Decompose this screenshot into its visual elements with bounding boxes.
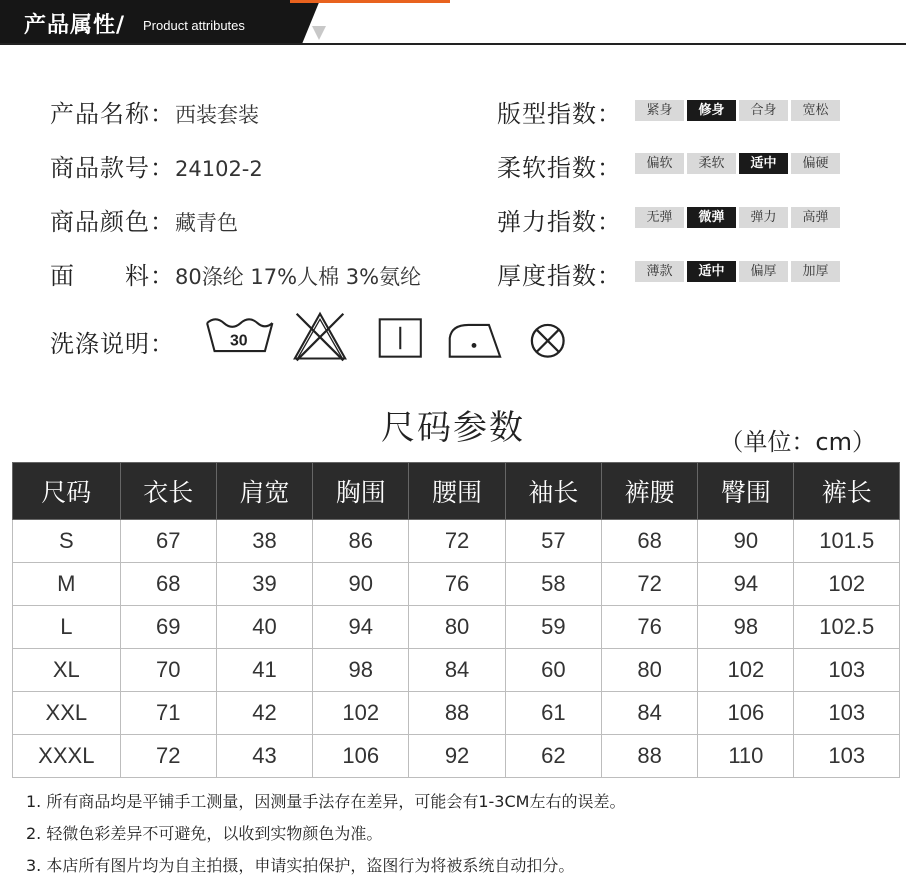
table-cell: 106 (698, 692, 794, 735)
index-thickness-scale (635, 261, 840, 282)
scale-option: 微弹 (687, 207, 736, 228)
index-softness-label: 柔软指数： (497, 154, 622, 182)
table-cell: 41 (216, 649, 312, 692)
table-cell: 62 (505, 735, 601, 778)
table-cell: 69 (120, 606, 216, 649)
scale-option: 柔软 (687, 153, 736, 174)
col-header: 尺码 (13, 463, 121, 520)
table-cell: 59 (505, 606, 601, 649)
index-fit-label: 版型指数： (497, 100, 622, 128)
header-subtitle: Product attributes (143, 18, 245, 33)
scale-option: 适中 (739, 153, 788, 174)
col-header: 袖长 (505, 463, 601, 520)
scale-option: 弹力 (739, 207, 788, 228)
wash-temp: 30 (229, 332, 248, 350)
table-cell: 103 (794, 735, 900, 778)
attr-value: 藏青色 (175, 211, 238, 235)
header-divider (0, 43, 906, 45)
scale-option: 紧身 (635, 100, 684, 121)
table-cell: 72 (601, 563, 697, 606)
table-row (13, 692, 900, 735)
scale-option: 偏厚 (739, 261, 788, 282)
note-line: 3. 本店所有图片均为自主拍摄，申请实拍保护，盗图行为将被系统自动扣分。 (26, 856, 575, 875)
index-fit-scale (635, 100, 840, 121)
table-row (13, 649, 900, 692)
table-cell: 90 (698, 520, 794, 563)
attr-color (50, 202, 238, 237)
table-cell: 90 (313, 563, 409, 606)
table-cell: 84 (409, 649, 505, 692)
table-cell: 76 (601, 606, 697, 649)
scale-option: 无弹 (635, 207, 684, 228)
table-cell: 94 (313, 606, 409, 649)
line-dry-icon (380, 319, 421, 356)
table-cell: 61 (505, 692, 601, 735)
col-header: 裤腰 (601, 463, 697, 520)
table-cell: 76 (409, 563, 505, 606)
table-row (13, 563, 900, 606)
table-cell: 88 (409, 692, 505, 735)
scale-option: 修身 (687, 100, 736, 121)
index-elasticity-scale (635, 207, 840, 228)
table-cell: 92 (409, 735, 505, 778)
table-cell: 102.5 (794, 606, 900, 649)
table-cell: 103 (794, 649, 900, 692)
table-cell: 72 (409, 520, 505, 563)
table-cell: XL (13, 649, 121, 692)
washing-icons (190, 310, 590, 366)
table-row (13, 606, 900, 649)
table-cell: 58 (505, 563, 601, 606)
scale-option: 宽松 (791, 100, 840, 121)
attr-label: 商品颜色： (50, 208, 175, 236)
scale-option: 高弹 (791, 207, 840, 228)
table-cell: 38 (216, 520, 312, 563)
washing-label: 洗涤说明： (50, 330, 175, 358)
scale-option: 偏硬 (791, 153, 840, 174)
table-cell: S (13, 520, 121, 563)
header-accent (290, 0, 450, 3)
table-cell: 60 (505, 649, 601, 692)
table-cell: 67 (120, 520, 216, 563)
attr-value: 西装套装 (175, 103, 259, 127)
table-cell: 94 (698, 563, 794, 606)
table-cell: 84 (601, 692, 697, 735)
table-cell: 72 (120, 735, 216, 778)
size-chart-title: 尺码参数 (381, 408, 525, 448)
no-bleach-icon (295, 314, 345, 361)
table-cell: 102 (698, 649, 794, 692)
attr-fabric (50, 256, 421, 291)
scale-option: 薄款 (635, 261, 684, 282)
table-cell: 43 (216, 735, 312, 778)
table-cell: 57 (505, 520, 601, 563)
index-softness-scale (635, 153, 840, 174)
table-cell: XXXL (13, 735, 121, 778)
table-cell: 88 (601, 735, 697, 778)
table-cell: 103 (794, 692, 900, 735)
table-cell: 80 (601, 649, 697, 692)
table-cell: M (13, 563, 121, 606)
attr-label: 产品名称： (50, 100, 175, 128)
table-row (13, 735, 900, 778)
wash-30-icon (207, 319, 272, 351)
table-cell: 70 (120, 649, 216, 692)
scale-option: 适中 (687, 261, 736, 282)
table-cell: XXL (13, 692, 121, 735)
attr-label: 商品款号： (50, 154, 175, 182)
table-cell: 40 (216, 606, 312, 649)
section-header (0, 0, 906, 46)
table-cell: 98 (698, 606, 794, 649)
scale-option: 加厚 (791, 261, 840, 282)
size-table-header (13, 463, 900, 520)
col-header: 腰围 (409, 463, 505, 520)
note-line: 1. 所有商品均是平铺手工测量，因测量手法存在差异，可能会有1-3CM左右的误差。 (26, 792, 626, 811)
table-cell: 110 (698, 735, 794, 778)
iron-low-icon (450, 325, 500, 357)
table-cell: 80 (409, 606, 505, 649)
size-chart-unit: （单位：cm） (719, 428, 876, 456)
col-header: 胸围 (313, 463, 409, 520)
table-cell: 42 (216, 692, 312, 735)
table-cell: 102 (313, 692, 409, 735)
note-line: 2. 轻微色彩差异不可避免，以收到实物颜色为准。 (26, 824, 383, 843)
col-header: 臀围 (698, 463, 794, 520)
scale-option: 合身 (739, 100, 788, 121)
col-header: 衣长 (120, 463, 216, 520)
table-cell: 102 (794, 563, 900, 606)
header-triangle-icon (312, 26, 326, 40)
table-cell: 101.5 (794, 520, 900, 563)
attr-value: 24102-2 (175, 157, 263, 181)
index-thickness-label: 厚度指数： (497, 262, 622, 290)
no-tumble-dry-icon (532, 325, 564, 357)
attr-label: 面 料： (50, 262, 175, 290)
header-title: 产品属性/ (24, 13, 126, 38)
table-cell: 86 (313, 520, 409, 563)
attr-style-number (50, 148, 263, 183)
scale-option: 偏软 (635, 153, 684, 174)
attr-value: 80涤纶 17%人棉 3%氨纶 (175, 265, 422, 289)
table-cell: 106 (313, 735, 409, 778)
col-header: 肩宽 (216, 463, 312, 520)
table-cell: L (13, 606, 121, 649)
table-cell: 98 (313, 649, 409, 692)
size-table (12, 462, 900, 778)
table-cell: 68 (120, 563, 216, 606)
index-elasticity-label: 弹力指数： (497, 208, 622, 236)
table-cell: 68 (601, 520, 697, 563)
attr-product-name (50, 94, 259, 129)
table-cell: 71 (120, 692, 216, 735)
col-header: 裤长 (794, 463, 900, 520)
table-row (13, 520, 900, 563)
notes (26, 786, 625, 882)
table-cell: 39 (216, 563, 312, 606)
